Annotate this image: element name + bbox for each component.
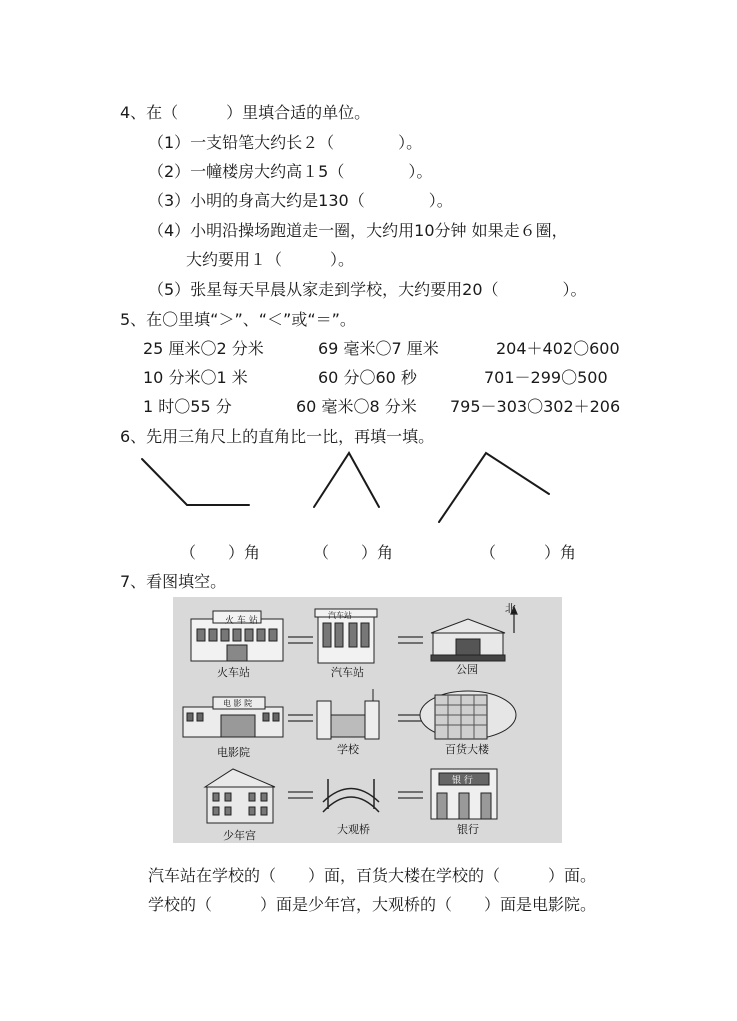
q4-item-1: （1）一支铅笔大约长２（ ）。 bbox=[148, 133, 423, 152]
park-gate-icon bbox=[431, 619, 505, 661]
q5-r3-c3: 795－303〇302＋206 bbox=[450, 397, 621, 416]
q4-item-4-cont: 大约要用１（ ）。 bbox=[186, 250, 355, 269]
q4-item-3: （3）小明的身高大约是130（ ）。 bbox=[148, 191, 453, 210]
q6-answer-3: （ ）角 bbox=[480, 543, 577, 562]
q7-title: 7、看图填空。 bbox=[120, 572, 227, 591]
bridge-icon bbox=[323, 779, 379, 812]
sign-bus-station: 汽车站 bbox=[328, 611, 352, 620]
sign-bank: 银 行 bbox=[452, 776, 473, 786]
acute-angle-shape bbox=[314, 453, 379, 507]
q4-title: 4、在（ ）里填合适的单位。 bbox=[120, 103, 371, 122]
school-gate-icon bbox=[317, 689, 379, 739]
q5-r2-c2: 60 分〇60 秒 bbox=[318, 368, 417, 387]
youth-palace-icon bbox=[205, 769, 275, 823]
q5-r1-c2: 69 毫米〇7 厘米 bbox=[318, 339, 439, 358]
q4-item-5: （5）张星每天早晨从家走到学校，大约要用20（ ）。 bbox=[148, 280, 587, 299]
q7-line-1: 汽车站在学校的（ ）面，百货大楼在学校的（ ）面。 bbox=[148, 866, 597, 885]
sign-cinema: 电 影 院 bbox=[223, 699, 253, 708]
map-drawing bbox=[173, 597, 562, 843]
north-label: 北 bbox=[505, 602, 516, 615]
q6-answer-2: （ ）角 bbox=[313, 543, 394, 562]
q7-line-2: 学校的（ ）面是少年宫，大观桥的（ ）面是电影院。 bbox=[148, 895, 597, 914]
q5-r2-c1: 10 分米〇1 米 bbox=[143, 368, 248, 387]
label-bridge: 大观桥 bbox=[337, 823, 370, 836]
q6-title: 6、先用三角尺上的直角比一比，再填一填。 bbox=[120, 427, 435, 446]
obtuse-angle-shape bbox=[142, 459, 249, 505]
label-department-store: 百货大楼 bbox=[445, 743, 489, 756]
q5-r2-c3: 701－299〇500 bbox=[484, 368, 608, 387]
label-youth-palace: 少年宫 bbox=[223, 829, 256, 842]
label-bank: 银行 bbox=[457, 823, 479, 836]
q5-title: 5、在〇里填“＞”、“＜”或“＝”。 bbox=[120, 310, 356, 329]
right-angle-shape bbox=[439, 453, 549, 522]
label-railway-station: 火车站 bbox=[217, 666, 250, 679]
department-store-icon bbox=[420, 691, 516, 739]
q4-item-4: （4）小明沿操场跑道走一圈，大约用10分钟 如果走６圈， bbox=[148, 221, 568, 240]
q5-r3-c1: 1 时〇55 分 bbox=[143, 397, 232, 416]
q6-answer-1: （ ）角 bbox=[180, 543, 261, 562]
sign-railway-station: 火 车 站 bbox=[225, 616, 258, 626]
q5-r3-c2: 60 毫米〇8 分米 bbox=[296, 397, 417, 416]
q5-r1-c3: 204＋402〇600 bbox=[496, 339, 620, 358]
label-school: 学校 bbox=[337, 743, 359, 756]
label-park: 公园 bbox=[456, 663, 478, 676]
direction-map bbox=[173, 597, 562, 843]
label-bus-station: 汽车站 bbox=[331, 666, 364, 679]
q5-r1-c1: 25 厘米〇2 分米 bbox=[143, 339, 264, 358]
label-cinema: 电影院 bbox=[217, 746, 250, 759]
q4-item-2: （2）一幢楼房大约高１5（ ）。 bbox=[148, 162, 433, 181]
